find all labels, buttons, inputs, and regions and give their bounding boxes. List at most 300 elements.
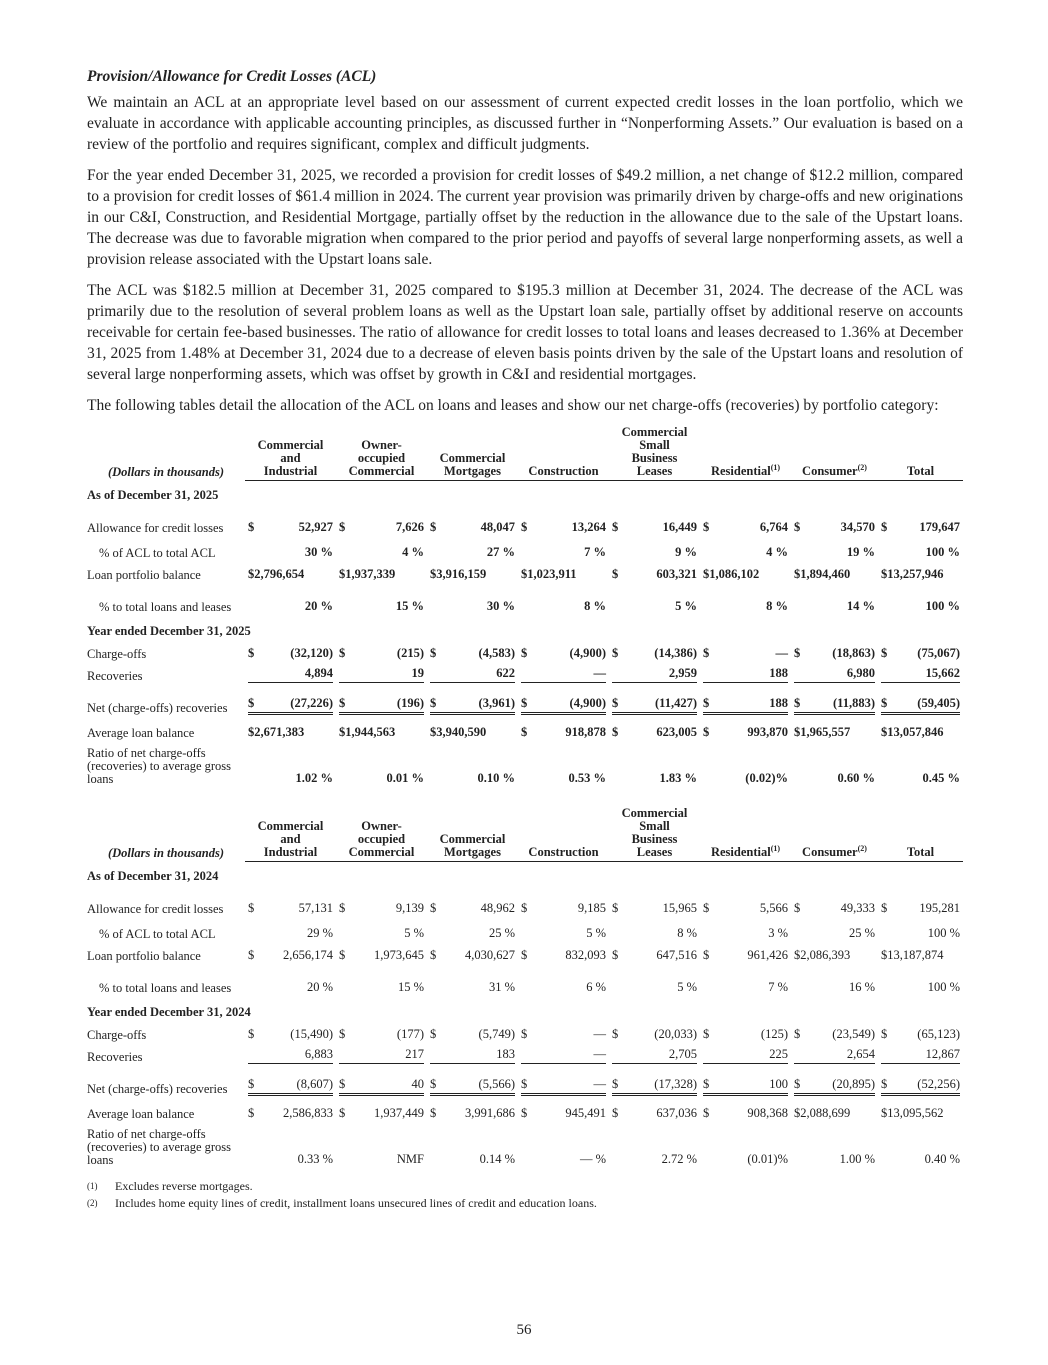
column-header-line: and — [280, 451, 301, 465]
cell-value — [248, 980, 333, 995]
cell-value — [881, 926, 960, 941]
table-row — [87, 560, 963, 582]
cell-value — [612, 696, 697, 715]
table-cell — [336, 538, 427, 560]
cell-value — [612, 926, 697, 941]
cell-number: 15 % — [397, 980, 424, 994]
cell-value — [794, 771, 875, 786]
cell-value — [703, 1047, 788, 1064]
cell-symbol: $ — [794, 646, 801, 660]
cell-number: 13,264 — [571, 520, 606, 534]
table-cell — [878, 941, 963, 963]
cell-symbol: $ — [612, 520, 619, 534]
cell-value — [794, 948, 875, 963]
column-header-line: Commercial — [621, 425, 688, 439]
table-cell — [609, 582, 700, 617]
table-cell — [791, 538, 878, 560]
paragraph: For the year ended December 31, 2025, we recorded a provision for credit losses of $49.2 million, a net change of $12.2 million, compared to a provision for credit losses of $61.4 million in 2024. The current year provision was primarily driven by charge-offs and new originations in our C&I, Construction, and Residential Mortgage, partially offset by the reduction in the allowance due to the sale of the Upstart loans. The decrease was due to favorable migration when compared to the prior period and payoffs of several large nonperforming assets, as well a provision release associated with the Upstart loans sale. — [87, 167, 963, 268]
table-cell — [245, 1099, 336, 1121]
table-cell — [791, 1099, 878, 1121]
cell-symbol: $1,086,102 — [703, 567, 760, 581]
paragraph: The following tables detail the allocation of the ACL on loans and leases and show our net charge-offs (recoveries) by portfolio category: — [87, 397, 939, 414]
table-cell — [336, 963, 427, 998]
cell-symbol: $ — [248, 948, 255, 962]
cell-value — [881, 599, 960, 614]
table-cell — [700, 683, 791, 718]
column-header — [791, 426, 878, 481]
cell-value — [248, 948, 333, 963]
cell-value — [794, 666, 875, 683]
cell-number: NMF — [396, 1152, 424, 1166]
cell-value — [881, 696, 960, 715]
table-cell — [336, 1042, 427, 1064]
footnote — [87, 1195, 963, 1212]
cell-symbol: $2,086,393 — [794, 948, 851, 962]
cell-value — [248, 567, 333, 582]
column-header-line: Consumer — [802, 845, 858, 859]
cell-value — [430, 1027, 515, 1042]
column-header-line: Leases — [636, 464, 673, 478]
cell-symbol: $ — [521, 1106, 528, 1120]
cell-number: 19 — [411, 666, 424, 680]
column-header-line: Business — [631, 832, 678, 846]
cell-value — [430, 1047, 515, 1064]
table-cell — [245, 683, 336, 718]
table-cell — [336, 740, 427, 789]
cell-number: 1,973,645 — [374, 948, 424, 962]
table-cell — [336, 1020, 427, 1042]
table-cell — [878, 1042, 963, 1064]
cell-number: — — [593, 666, 606, 680]
cell-value — [430, 520, 515, 535]
table-gap — [87, 789, 963, 807]
cell-symbol: $ — [339, 696, 346, 710]
table-row — [87, 884, 963, 919]
cell-number: 6 % — [586, 980, 606, 994]
cell-value — [430, 948, 515, 963]
cell-symbol: $ — [339, 520, 346, 534]
cell-symbol: $ — [248, 646, 255, 660]
table-cell — [245, 919, 336, 941]
cell-symbol: $13,057,846 — [881, 725, 944, 739]
table-cell — [427, 639, 518, 661]
cell-number: 0.01 % — [386, 771, 424, 785]
row-label: % to total loans and leases — [99, 600, 232, 614]
table-cell — [609, 1042, 700, 1064]
cell-symbol: $ — [430, 1077, 437, 1091]
cell-value — [521, 646, 606, 661]
table-cell — [700, 1099, 791, 1121]
cell-number: 5 % — [675, 599, 697, 613]
cell-value — [703, 926, 788, 941]
cell-value — [521, 696, 606, 715]
cell-symbol: $ — [612, 1106, 619, 1120]
cell-symbol: $ — [794, 1027, 801, 1041]
cell-value — [612, 1077, 697, 1096]
cell-value — [521, 545, 606, 560]
cell-number: — — [775, 646, 788, 660]
cell-value — [339, 520, 424, 535]
table-cell — [878, 582, 963, 617]
cell-value — [794, 725, 875, 740]
column-header-line: Commercial — [257, 819, 324, 833]
cell-value — [794, 1027, 875, 1042]
cell-number: 27 % — [486, 545, 515, 559]
table-cell — [878, 963, 963, 998]
table-cell — [427, 1099, 518, 1121]
table-cell — [245, 538, 336, 560]
row-label: Loan portfolio balance — [87, 949, 201, 963]
cell-value — [612, 599, 697, 614]
table-cell — [518, 582, 609, 617]
column-header-line: Commercial — [621, 806, 688, 820]
cell-number: 48,962 — [480, 901, 515, 915]
cell-value — [521, 666, 606, 683]
column-header-line: Commercial — [348, 845, 415, 859]
cell-symbol: $ — [881, 901, 888, 915]
cell-symbol: $ — [248, 1077, 255, 1091]
footnote-ref: (1) — [770, 843, 781, 853]
table-cell — [518, 639, 609, 661]
cell-value — [521, 725, 606, 740]
cell-value — [881, 901, 960, 916]
table-cell — [700, 941, 791, 963]
cell-symbol: $ — [612, 948, 619, 962]
table-cell — [791, 1042, 878, 1064]
cell-value — [794, 520, 875, 535]
cell-value — [703, 1077, 788, 1096]
cell-symbol: $13,187,874 — [881, 948, 944, 962]
table-row — [87, 740, 963, 789]
cell-symbol: $ — [794, 696, 801, 710]
table-cell — [609, 1020, 700, 1042]
table-cell — [700, 639, 791, 661]
row-label: % of ACL to total ACL — [99, 546, 216, 560]
cell-symbol: $ — [248, 1106, 255, 1120]
cell-number: 2,654 — [846, 1047, 875, 1061]
table-cell — [427, 1121, 518, 1170]
table-row — [87, 941, 963, 963]
cell-value — [430, 666, 515, 683]
table-row — [87, 963, 963, 998]
table-row — [87, 1064, 963, 1099]
table-cell — [878, 538, 963, 560]
table-cell — [791, 683, 878, 718]
cell-value — [612, 666, 697, 683]
row-label: Average loan balance — [87, 1107, 195, 1121]
cell-value — [248, 1106, 333, 1121]
cell-number: — — [593, 1077, 606, 1091]
cell-value — [612, 948, 697, 963]
cell-value — [703, 1027, 788, 1042]
cell-symbol: $ — [703, 520, 710, 534]
table-cell — [336, 661, 427, 683]
cell-value — [794, 1152, 875, 1167]
column-header-line: occupied — [357, 451, 406, 465]
cell-symbol: $ — [430, 520, 437, 534]
cell-number: 19 % — [846, 545, 875, 559]
cell-value — [248, 646, 333, 661]
cell-number: 25 % — [848, 926, 875, 940]
cell-number: (18,863) — [832, 646, 875, 660]
cell-symbol: $1,944,563 — [339, 725, 396, 739]
cell-symbol: $ — [881, 696, 888, 710]
cell-symbol: $13,257,946 — [881, 567, 944, 581]
cell-number: 188 — [769, 696, 788, 710]
cell-number: 832,093 — [565, 948, 606, 962]
footnotes — [87, 1178, 963, 1212]
cell-value — [794, 901, 875, 916]
cell-symbol: $ — [703, 696, 710, 710]
cell-number: (14,386) — [654, 646, 697, 660]
column-header — [245, 807, 336, 862]
cell-symbol: $ — [521, 696, 528, 710]
column-header-line: Owner- — [361, 438, 402, 452]
acl-tables — [87, 426, 963, 1170]
header-row — [87, 807, 963, 862]
table-cell — [700, 503, 791, 538]
row-label: Charge-offs — [87, 1028, 147, 1042]
cell-value — [339, 646, 424, 661]
table-cell — [700, 661, 791, 683]
table-cell — [518, 884, 609, 919]
cell-number: (11,427) — [654, 696, 697, 710]
table-cell — [791, 963, 878, 998]
table-cell — [609, 538, 700, 560]
section-row — [87, 998, 963, 1020]
cell-number: 637,036 — [656, 1106, 697, 1120]
page-content — [87, 68, 963, 1212]
cell-value — [521, 1027, 606, 1042]
table-cell — [700, 740, 791, 789]
column-header — [791, 807, 878, 862]
row-label: % of ACL to total ACL — [99, 927, 216, 941]
cell-symbol: $ — [703, 901, 710, 915]
table-cell — [609, 963, 700, 998]
cell-number: 0.60 % — [837, 771, 875, 785]
table-cell — [878, 560, 963, 582]
cell-symbol: $ — [521, 1077, 528, 1091]
cell-symbol: $ — [521, 520, 528, 534]
cell-number: 100 % — [927, 980, 960, 994]
cell-value — [703, 599, 788, 614]
cell-number: — — [593, 1047, 606, 1061]
cell-number: 4,030,627 — [465, 948, 515, 962]
table-cell — [700, 884, 791, 919]
cell-value — [430, 696, 515, 715]
cell-number: (0.02)% — [745, 771, 788, 785]
footnote — [87, 1178, 963, 1195]
table-cell — [609, 718, 700, 740]
cell-value — [248, 1027, 333, 1042]
cell-number: 5,566 — [759, 901, 788, 915]
cell-value — [881, 1027, 960, 1042]
table-cell — [700, 1064, 791, 1099]
table-cell — [336, 503, 427, 538]
table-cell — [427, 718, 518, 740]
column-header — [878, 807, 963, 862]
cell-value — [339, 926, 424, 941]
cell-symbol: $ — [248, 1027, 255, 1041]
cell-number: 1.00 % — [839, 1152, 875, 1166]
cell-number: (5,566) — [478, 1077, 515, 1091]
row-label: Recoveries — [87, 1050, 143, 1064]
cell-value — [881, 567, 960, 582]
cell-value — [703, 1106, 788, 1121]
cell-value — [339, 1077, 424, 1096]
cell-symbol: $ — [430, 1027, 437, 1041]
cell-number: 6,883 — [304, 1047, 333, 1061]
table-cell — [245, 1121, 336, 1170]
cell-value — [794, 567, 875, 582]
cell-value — [881, 1152, 960, 1167]
page-number: 56 — [516, 1322, 532, 1338]
table-cell — [700, 718, 791, 740]
cell-value — [881, 646, 960, 661]
cell-number: 2,705 — [668, 1047, 697, 1061]
column-header — [700, 807, 791, 862]
table-cell — [518, 1121, 609, 1170]
table-cell — [791, 639, 878, 661]
row-label: Average loan balance — [87, 726, 195, 740]
cell-value — [521, 1047, 606, 1064]
table-cell — [427, 941, 518, 963]
cell-number: (65,123) — [917, 1027, 960, 1041]
table-row — [87, 683, 963, 718]
cell-symbol: $13,095,562 — [881, 1106, 944, 1120]
cell-value — [521, 520, 606, 535]
cell-number: 29 % — [306, 926, 333, 940]
column-header-line: Industrial — [263, 464, 318, 478]
cell-value — [248, 725, 333, 740]
column-header-line: Small — [639, 438, 670, 452]
section-row — [87, 862, 963, 885]
cell-number: 9 % — [675, 545, 697, 559]
cell-number: 100 % — [925, 545, 960, 559]
cell-symbol: $ — [339, 901, 346, 915]
column-header-line: Construction — [528, 845, 599, 859]
cell-symbol: $ — [703, 1106, 710, 1120]
cell-value — [339, 1027, 424, 1042]
table-row — [87, 718, 963, 740]
table-cell — [878, 1099, 963, 1121]
table-cell — [878, 1064, 963, 1099]
cell-number: 0.40 % — [924, 1152, 960, 1166]
cell-symbol: $1,965,557 — [794, 725, 851, 739]
table-cell — [245, 1064, 336, 1099]
table-cell — [427, 884, 518, 919]
table-cell — [427, 1042, 518, 1064]
cell-symbol: $ — [521, 1027, 528, 1041]
cell-number: 603,321 — [656, 567, 697, 581]
cell-number: 0.14 % — [479, 1152, 515, 1166]
cell-value — [521, 1077, 606, 1096]
cell-value — [430, 926, 515, 941]
cell-number: (15,490) — [290, 1027, 333, 1041]
table-cell — [878, 1121, 963, 1170]
row-label: Net (charge-offs) recoveries — [87, 701, 228, 715]
row-label: Allowance for credit losses — [87, 521, 224, 535]
cell-value — [248, 545, 333, 560]
cell-value — [430, 1106, 515, 1121]
section-title: As of December 31, 2024 — [87, 869, 219, 883]
cell-number: 14 % — [846, 599, 875, 613]
table-cell — [791, 582, 878, 617]
cell-symbol: $ — [794, 520, 801, 534]
cell-number: (27,226) — [290, 696, 333, 710]
table-row — [87, 1042, 963, 1064]
cell-value — [430, 901, 515, 916]
row-label: % to total loans and leases — [99, 981, 232, 995]
table-cell — [336, 941, 427, 963]
column-header-line: Commercial — [439, 451, 506, 465]
cell-number: 622 — [496, 666, 515, 680]
acl-table — [87, 807, 963, 1170]
cell-number: 5 % — [677, 980, 697, 994]
cell-number: 623,005 — [656, 725, 697, 739]
cell-number: 7,626 — [395, 520, 424, 534]
cell-number: 7 % — [768, 980, 788, 994]
table-cell — [518, 503, 609, 538]
table-cell — [427, 1064, 518, 1099]
cell-number: (11,883) — [832, 696, 875, 710]
cell-value — [521, 567, 606, 582]
cell-number: 30 % — [486, 599, 515, 613]
cell-value — [430, 1152, 515, 1167]
table-cell — [336, 1099, 427, 1121]
paragraph: We maintain an ACL at an appropriate level based on our assessment of current expected credit losses in the loan portfolio, which we evaluate in accordance with applicable accounting principles, as discussed further in “Nonperforming Assets.” Our evaluation is based on a review of the portfolio and requires significant, complex and difficult judgments. — [87, 94, 963, 153]
cell-symbol: $ — [612, 725, 619, 739]
cell-value — [612, 901, 697, 916]
cell-number: 100 % — [927, 926, 960, 940]
table-cell — [427, 538, 518, 560]
cell-value — [521, 599, 606, 614]
cell-number: (196) — [396, 696, 424, 710]
cell-symbol: $ — [881, 520, 888, 534]
cell-number: (215) — [396, 646, 424, 660]
table-cell — [427, 919, 518, 941]
cell-value — [339, 980, 424, 995]
cell-value — [612, 520, 697, 535]
cell-symbol: $ — [521, 725, 528, 739]
table-cell — [878, 919, 963, 941]
cell-value — [794, 599, 875, 614]
column-header-line: occupied — [357, 832, 406, 846]
table-cell — [609, 639, 700, 661]
column-header-line: Owner- — [361, 819, 402, 833]
table-cell — [518, 1042, 609, 1064]
cell-value — [248, 696, 333, 715]
cell-value — [521, 771, 606, 786]
cell-number: 2.72 % — [661, 1152, 697, 1166]
table-cell — [791, 560, 878, 582]
cell-value — [794, 1047, 875, 1064]
cell-symbol: $ — [703, 725, 710, 739]
table-cell — [245, 740, 336, 789]
table-cell — [336, 1064, 427, 1099]
table-cell — [427, 503, 518, 538]
table-cell — [336, 639, 427, 661]
cell-value — [339, 1047, 424, 1064]
cell-value — [703, 567, 788, 582]
footnote-ref: (1) — [770, 462, 781, 472]
cell-value — [881, 1077, 960, 1096]
cell-number: 7 % — [584, 545, 606, 559]
footnote-mark: (1) — [87, 1181, 98, 1191]
cell-number: 1,937,449 — [374, 1106, 424, 1120]
cell-symbol: $ — [430, 948, 437, 962]
table-cell — [791, 503, 878, 538]
